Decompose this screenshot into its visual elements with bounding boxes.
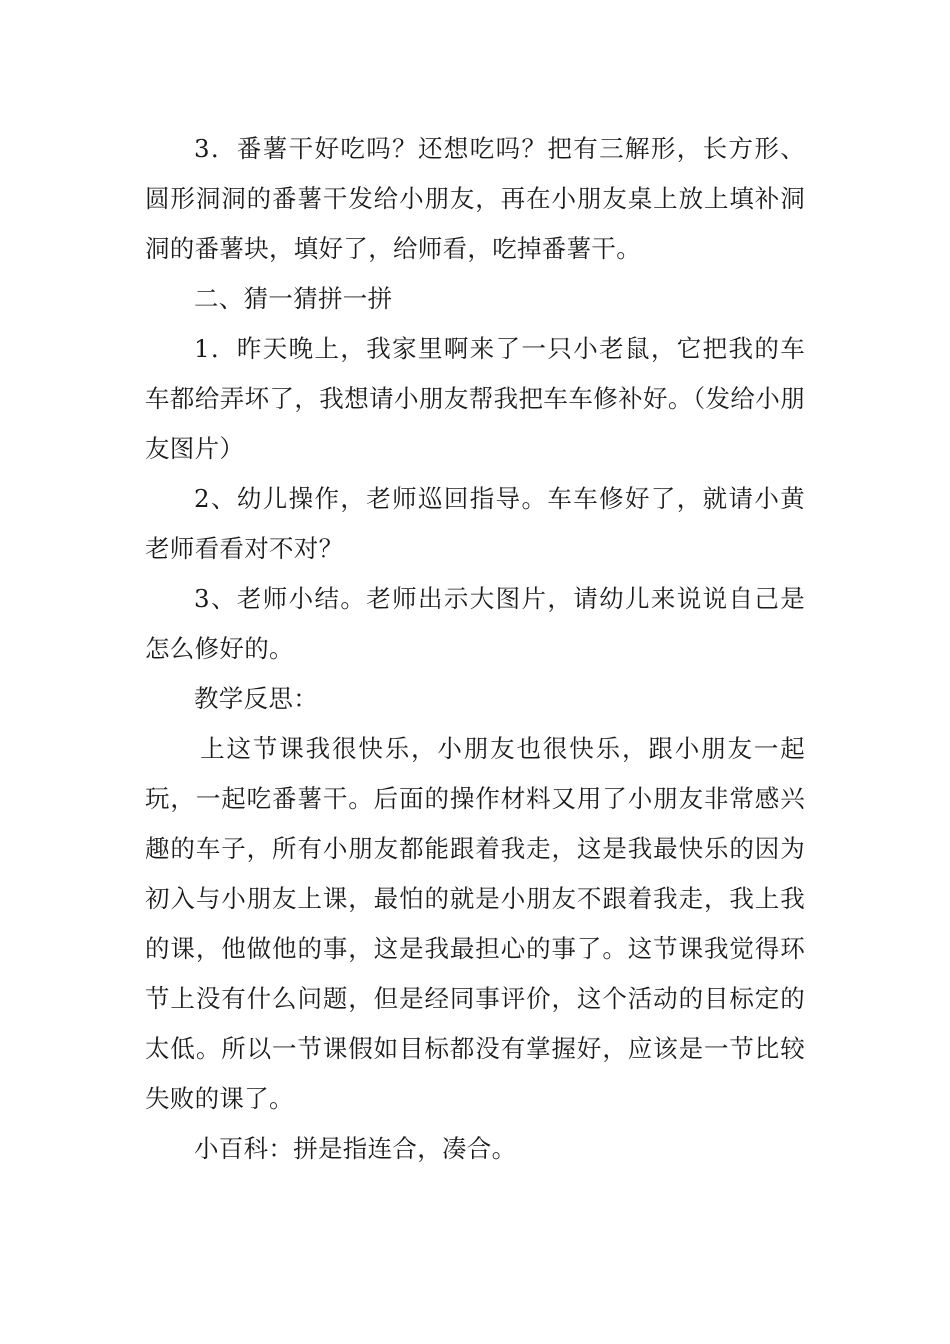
section-heading-guess-and-assemble: 二、猜一猜拼一拼 — [194, 284, 393, 313]
section-heading-teaching-reflection: 教学反思： — [194, 684, 318, 713]
paragraph-step-3-snack: 3．番薯干好吃吗？还想吃吗？把有三解形，长方形、圆形洞洞的番薯干发给小朋友，再在小朋友桌上放上填补洞洞的番薯块，填好了，给师看，吃掉番薯干。 — [145, 134, 805, 263]
paragraph-step-1-mouse-story: 1．昨天晚上，我家里啊来了一只小老鼠，它把我的车车都给弄坏了，我想请小朋友帮我把车车修补好。（发给小朋友图片） — [145, 334, 805, 463]
document-page — [145, 124, 805, 1174]
paragraph-step-2-child-operation: 2、幼儿操作，老师巡回指导。车车修好了，就请小黄老师看看对不对？ — [145, 484, 805, 563]
paragraph-reflection-body: 上这节课我很快乐，小朋友也很快乐，跟小朋友一起玩，一起吃番薯干。后面的操作材料又用了小朋友非常感兴趣的车子，所有小朋友都能跟着我走，这是我最快乐的因为初入与小朋友上课，最怕的就是小朋友不跟着我走，我上我的课，他做他的事，这是我最担心的事了。这节课我觉得环节上没有什么问题，但是经同事评价，这个活动的目标定的太低。所以一节课假如目标都没有掌握好，应该是一节比较失败的课了。 — [145, 734, 805, 1113]
paragraph-encyclopedia-note: 小百科：拼是指连合，凑合。 — [194, 1134, 517, 1163]
paragraph-step-3-teacher-summary: 3、老师小结。老师出示大图片，请幼儿来说说自己是怎么修好的。 — [145, 584, 805, 663]
